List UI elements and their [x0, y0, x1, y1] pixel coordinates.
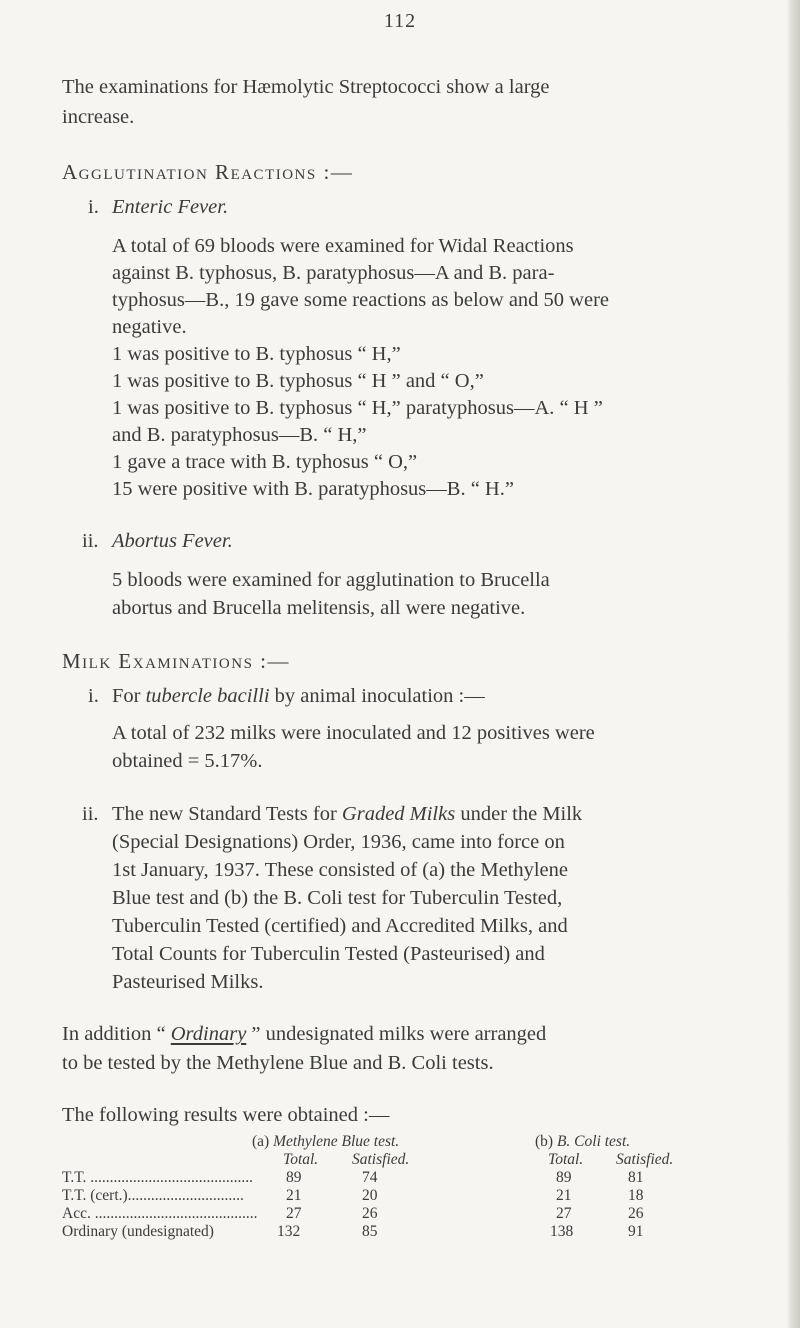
cell-a-satisfied: 26	[362, 1205, 378, 1222]
graded-line: (Special Designations) Order, 1936, came into force on	[112, 831, 565, 853]
abortus-title: Abortus Fever.	[112, 530, 233, 552]
enteric-number: i.	[88, 196, 99, 218]
abortus-line: 5 bloods were examined for agglutination to Brucella	[112, 569, 550, 591]
tubercle-number: i.	[88, 685, 99, 707]
enteric-line: 15 were positive with B. paratyphosus—B. “ H.”	[112, 478, 514, 500]
cell-a-total: 89	[286, 1169, 302, 1186]
tubercle-post: by animal inoculation :—	[269, 685, 485, 707]
table-row-label: T.T. (cert.)..............................	[62, 1187, 244, 1204]
milk-heading: Milk Examinations :—	[62, 649, 290, 673]
tubercle-line: A total of 232 milks were inoculated and 12 positives were	[112, 722, 595, 744]
cell-a-total: 132	[277, 1223, 301, 1240]
graded-line: 1st January, 1937. These consisted of (a) the Methylene	[112, 859, 569, 881]
subheader-b-satisfied: Satisfied.	[616, 1151, 674, 1168]
ordinary-pre: In addition “	[62, 1023, 171, 1045]
graded-line: Blue test and (b) the B. Coli test for Tuberculin Tested,	[112, 887, 563, 909]
tubercle-pre: For	[112, 685, 146, 707]
tubercle-line: obtained = 5.17%.	[112, 750, 263, 772]
enteric-line: A total of 69 bloods were examined for Widal Reactions	[112, 235, 574, 257]
graded-title: Graded Milks	[341, 803, 456, 825]
abortus-number: ii.	[82, 530, 99, 552]
subheader-a-total: Total.	[283, 1151, 319, 1168]
group-a-header	[252, 1133, 399, 1150]
cell-b-total: 27	[556, 1205, 572, 1222]
graded-line: Pasteurised Milks.	[112, 971, 264, 993]
cell-b-satisfied: 18	[628, 1187, 644, 1204]
enteric-line: typhosus—B., 19 gave some reactions as below and 50 were	[112, 289, 610, 311]
table-row-label: T.T. ..........................................	[62, 1169, 254, 1186]
cell-a-satisfied: 74	[362, 1169, 378, 1186]
table-row-label: Acc. ..........................................	[62, 1205, 258, 1222]
tubercle-title: tubercle bacilli	[145, 685, 270, 707]
cell-a-total: 27	[286, 1205, 302, 1222]
ordinary-line-2: to be tested by the Methylene Blue and B. Coli tests.	[62, 1052, 494, 1074]
group-a-prefix: (a)	[252, 1133, 274, 1150]
results-intro: The following results were obtained :—	[62, 1104, 390, 1126]
graded-line: Tuberculin Tested (certified) and Accredited Milks, and	[112, 915, 568, 937]
subheader-b-total: Total.	[548, 1151, 584, 1168]
ordinary-post: ” undesignated milks were arranged	[246, 1023, 547, 1045]
cell-b-satisfied: 91	[628, 1223, 644, 1240]
enteric-line: 1 gave a trace with B. typhosus “ O,”	[112, 451, 418, 473]
cell-b-total: 138	[550, 1223, 574, 1240]
enteric-line: negative.	[112, 316, 187, 338]
enteric-line: against B. typhosus, B. paratyphosus—A and B. para-	[112, 262, 555, 284]
cell-b-satisfied: 26	[628, 1205, 644, 1222]
enteric-line: and B. paratyphosus—B. “ H,”	[112, 424, 367, 446]
subheader-a-satisfied: Satisfied.	[352, 1151, 410, 1168]
cell-a-satisfied: 20	[362, 1187, 378, 1204]
group-b-header	[535, 1133, 630, 1150]
enteric-line: 1 was positive to B. typhosus “ H,”	[112, 343, 401, 365]
agglutination-heading: Agglutination Reactions :—	[62, 160, 354, 184]
ordinary-title: Ordinary	[170, 1023, 247, 1045]
cell-a-total: 21	[286, 1187, 302, 1204]
page-number: 112	[383, 10, 417, 32]
graded-pre: The new Standard Tests for	[112, 803, 342, 825]
enteric-line: 1 was positive to B. typhosus “ H ” and “ O,”	[112, 370, 484, 392]
cell-b-total: 21	[556, 1187, 572, 1204]
graded-post: under the Milk	[455, 803, 583, 825]
intro-line-1: The examinations for Hæmolytic Streptococci show a large	[62, 76, 550, 98]
cell-a-satisfied: 85	[362, 1223, 378, 1240]
table-row-label: Ordinary (undesignated)	[62, 1223, 214, 1240]
abortus-line: abortus and Brucella melitensis, all were negative.	[112, 597, 526, 619]
graded-line: Total Counts for Tuberculin Tested (Pasteurised) and	[112, 943, 545, 965]
intro-line-2: increase.	[62, 106, 135, 128]
group-b-label: B. Coli test.	[556, 1133, 631, 1150]
enteric-line: 1 was positive to B. typhosus “ H,” paratyphosus—A. “ H ”	[112, 397, 603, 419]
cell-b-total: 89	[556, 1169, 572, 1186]
graded-number: ii.	[82, 803, 99, 825]
enteric-title: Enteric Fever.	[112, 196, 229, 218]
cell-b-satisfied: 81	[628, 1169, 644, 1186]
group-b-prefix: (b)	[535, 1133, 557, 1150]
group-a-label: Methylene Blue test.	[273, 1133, 400, 1150]
